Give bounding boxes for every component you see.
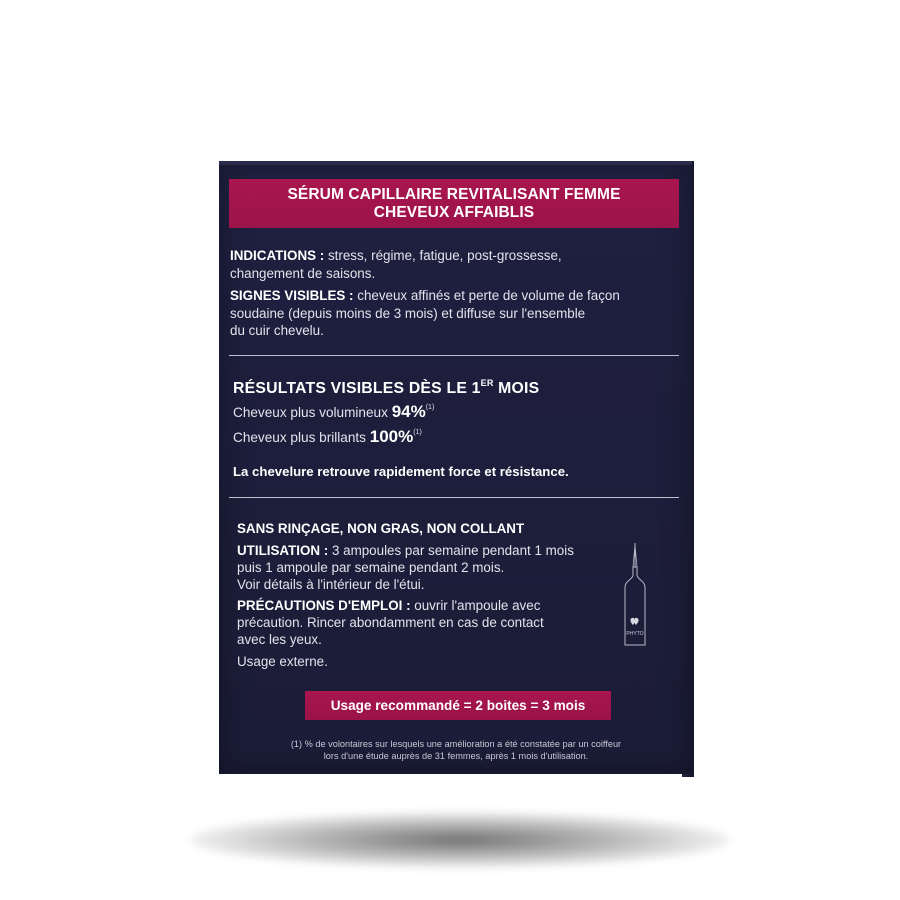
product-title-banner	[229, 179, 679, 228]
product-title-line1: SÉRUM CAPILLAIRE REVITALISANT FEMME	[287, 186, 621, 203]
stat-label: Cheveux plus volumineux	[233, 405, 392, 420]
results-title-sup: ER	[480, 378, 494, 388]
precautions-line2: précaution. Rincer abondamment en cas de contact	[237, 615, 544, 630]
stat-reference: (1)	[413, 429, 422, 436]
precautions-line1	[237, 597, 540, 615]
signs-line3: du cuir chevelu.	[230, 323, 324, 338]
stat-row-shine	[233, 427, 422, 447]
stat-reference: (1)	[425, 404, 435, 411]
signs-label: SIGNES VISIBLES :	[230, 288, 354, 303]
usage-line2: puis 1 ampoule par semaine pendant 2 mois.	[237, 560, 505, 575]
footnote-line1: (1) % de volontaires sur lesquels une amélioration a été constatée par un coiffeur	[290, 739, 622, 749]
usage-text: 3 ampoules par semaine pendant 1 mois	[328, 543, 574, 558]
signs-line2: soudaine (depuis moins de 3 mois) et diffuse sur l'ensemble	[230, 306, 586, 321]
indications-label: INDICATIONS :	[230, 248, 325, 263]
stat-value: 100%	[369, 427, 414, 446]
stat-row-volume	[233, 402, 434, 422]
precautions-text: ouvrir l'ampoule avec	[410, 598, 541, 613]
results-title	[233, 378, 539, 398]
stat-value: 94%	[391, 402, 426, 421]
usage-headline: SANS RINÇAGE, NON GRAS, NON COLLANT	[237, 521, 525, 536]
signs-text: cheveux affinés et perte de volume de façon	[353, 288, 620, 303]
product-title-line2: CHEVEUX AFFAIBLIS	[373, 204, 535, 221]
stat-label: Cheveux plus brillants	[233, 430, 370, 445]
results-title-text: RÉSULTATS VISIBLES DÈS LE 1	[233, 380, 481, 397]
box-top-edge	[219, 161, 692, 165]
ampoule-outline	[625, 543, 645, 645]
footnote-line2: lors d'une étude auprès de 31 femmes, après 1 mois d'utilisation.	[323, 751, 589, 761]
divider-bottom	[229, 497, 679, 498]
floor-shadow	[190, 812, 730, 868]
results-title-end: MOIS	[493, 380, 540, 397]
footnote	[240, 738, 672, 762]
indications-text: stress, régime, fatigue, post-grossesse,	[324, 248, 562, 263]
precautions-label: PRÉCAUTIONS D'EMPLOI :	[237, 598, 411, 613]
results-claim: La chevelure retrouve rapidement force et résistance.	[233, 464, 569, 479]
usage-label: UTILISATION :	[237, 543, 329, 558]
usage-line3: Voir détails à l'intérieur de l'étui.	[237, 577, 425, 592]
recommendation-badge: Usage recommandé = 2 boites = 3 mois	[305, 691, 611, 720]
divider-top	[229, 355, 679, 356]
ampoule-brand: PHYTO	[626, 631, 644, 637]
signs-line1	[230, 287, 620, 305]
ampoule-illustration	[615, 541, 655, 649]
leaf-icon	[630, 618, 638, 625]
precautions-line3: avec les yeux.	[237, 632, 322, 647]
indications-line2: changement de saisons.	[230, 266, 376, 281]
external-use: Usage externe.	[237, 654, 328, 669]
indications-line1	[230, 247, 562, 265]
usage-line1	[237, 542, 574, 560]
